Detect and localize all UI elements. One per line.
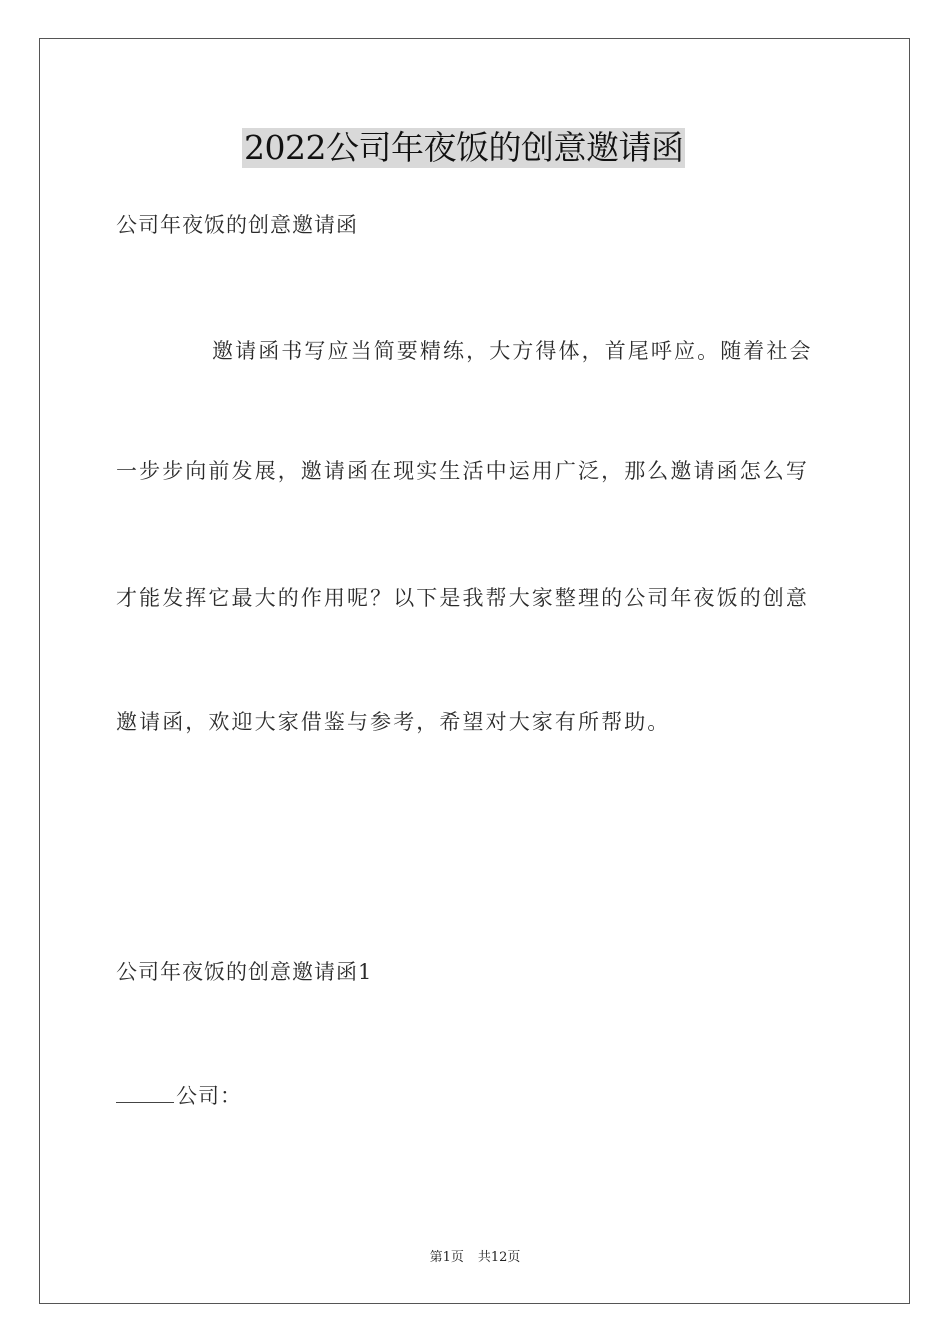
paragraph-line-4: 邀请函，欢迎大家借鉴与参考，希望对大家有所帮助。 [116, 710, 671, 734]
paragraph-line-3: 才能发挥它最大的作用呢？以下是我帮大家整理的公司年夜饭的创意 [116, 586, 809, 610]
page-footer [0, 1246, 950, 1265]
paragraph-line-1: 邀请函书写应当简要精练，大方得体，首尾呼应。随着社会 [212, 339, 813, 363]
paragraph-line-2: 一步步向前发展，邀请函在现实生活中运用广泛，那么邀请函怎么写 [116, 459, 809, 483]
document-title: 2022公司年夜饭的创意邀请函 [244, 128, 684, 167]
fill-in-blank [116, 1082, 174, 1103]
salutation-text: 公司： [176, 1084, 242, 1108]
page-number-total: 共12页 [477, 1250, 521, 1265]
salutation [116, 1081, 242, 1111]
document-subtitle: 公司年夜饭的创意邀请函 [116, 213, 358, 237]
page-number-current: 第1页 [429, 1250, 464, 1265]
section-heading: 公司年夜饭的创意邀请函1 [116, 960, 373, 984]
